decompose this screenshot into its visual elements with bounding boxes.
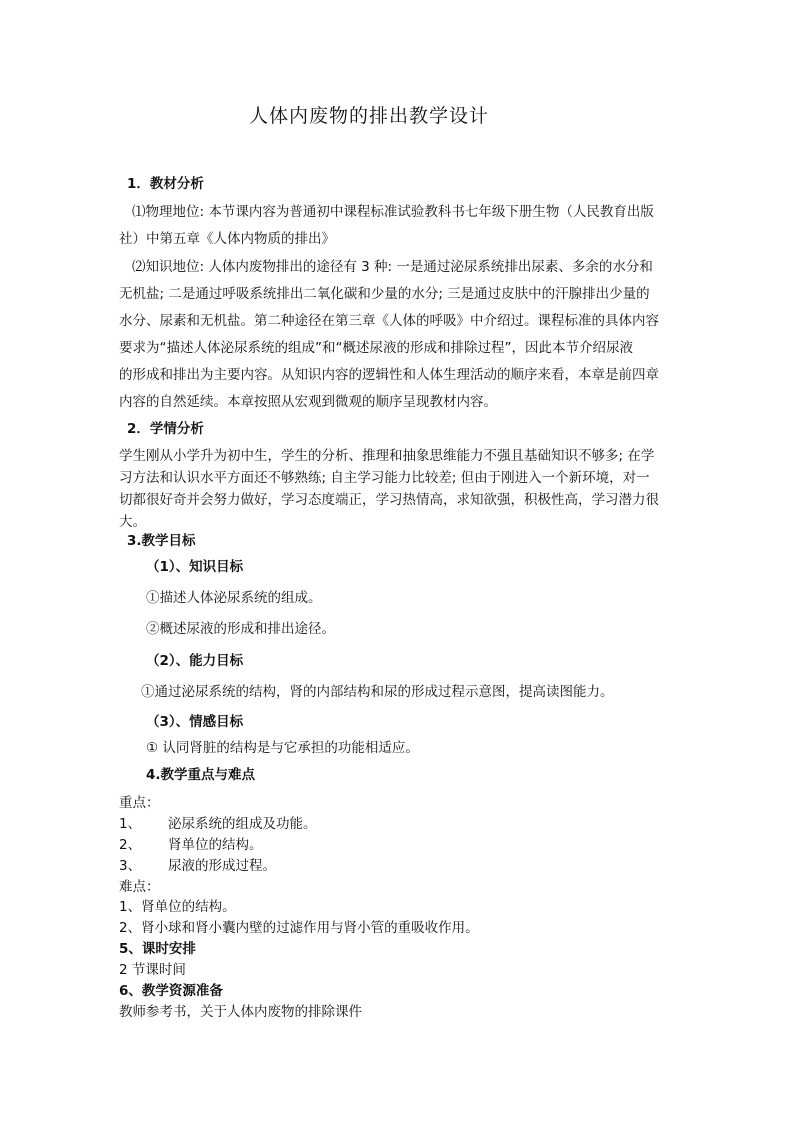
- key-point-number: 2、: [119, 837, 142, 853]
- key-point-text: 尿液的形成过程。: [168, 858, 276, 874]
- difficult-point-2: 2、肾小球和肾小囊内壁的过滤作用与肾小管的重吸收作用。: [119, 920, 479, 936]
- section-6-text: 教师参考书，关于人体内废物的排除课件: [119, 1004, 362, 1020]
- key-point-text: 泌尿系统的组成及功能。: [168, 816, 317, 832]
- knowledge-goal-1: ①描述人体泌尿系统的组成。: [146, 590, 322, 606]
- section-2-line-1: 学生刚从小学升为初中生，学生的分析、推理和抽象思维能力不强且基础知识不够多; 在学: [119, 448, 655, 464]
- section-5-text: 2 节课时间: [119, 962, 186, 978]
- knowledge-goal-heading: （1）、知识目标: [146, 559, 244, 575]
- section-1-para-1-line-2: 社）中第五章《人体内物质的排出》: [119, 231, 335, 247]
- section-2-heading: 2．学情分析: [127, 421, 204, 437]
- ability-goal-1: ①通过泌尿系统的结构，肾的内部结构和尿的形成过程示意图，提高读图能力。: [141, 684, 614, 700]
- section-4-heading: 4.教学重点与难点: [146, 767, 256, 783]
- difficult-point-1: 1、肾单位的结构。: [119, 899, 236, 915]
- section-2-line-4: 大。: [119, 514, 146, 530]
- section-1-para-2-line-3: 水分、尿素和无机盐。第二种途径在第三章《人体的呼吸》中介绍过。课程标准的具体内容: [119, 313, 659, 329]
- key-point-number: 3、: [119, 858, 142, 874]
- section-5-heading: 5、课时安排: [119, 941, 196, 957]
- section-1-para-2-line-2: 无机盐; 二是通过呼吸系统排出二氧化碳和少量的水分; 三是通过皮肤中的汗腺排出少量的: [119, 286, 650, 302]
- ability-goal-heading: （2）、能力目标: [146, 653, 244, 669]
- key-point-number: 1、: [119, 816, 142, 832]
- knowledge-goal-2: ②概述尿液的形成和排出途径。: [146, 621, 335, 637]
- section-2-line-2: 习方法和认识水平方面还不够熟练; 自主学习能力比较差; 但由于刚进入一个新环境，对一: [119, 470, 650, 486]
- emotion-goal-heading: （3）、情感目标: [146, 714, 244, 730]
- key-point-text: 肾单位的结构。: [168, 837, 263, 853]
- section-1-heading: 1．教材分析: [127, 176, 204, 192]
- emotion-goal-1: ① 认同肾脏的结构是与它承担的功能相适应。: [146, 740, 419, 756]
- section-6-heading: 6、教学资源准备: [119, 983, 223, 999]
- section-1-para-2-line-6: 内容的自然延续。本章按照从宏观到微观的顺序呈现教材内容。: [119, 394, 497, 410]
- difficult-points-label: 难点：: [119, 879, 160, 895]
- key-points-label: 重点：: [119, 795, 160, 811]
- section-3-heading: 3.教学目标: [127, 533, 196, 549]
- page-title: 人体内废物的排出教学设计: [249, 105, 490, 127]
- section-1-para-2-line-5: 的形成和排出为主要内容。从知识内容的逻辑性和人体生理活动的顺序来看，本章是前四章: [119, 367, 659, 383]
- section-1-para-2-line-1: ⑵知识地位: 人体内废物排出的途径有 3 种: 一是通过泌尿系统排出尿素、多余的水分和: [132, 259, 653, 275]
- section-2-line-3: 切都很好奇并会努力做好，学习态度端正，学习热情高，求知欲强，积极性高，学习潜力很: [119, 492, 659, 508]
- section-1-para-1-line-1: ⑴物理地位: 本节课内容为普通初中课程标准试验教科书七年级下册生物（人民教育出版: [132, 204, 654, 220]
- section-1-para-2-line-4: 要求为“描述人体泌尿系统的组成”和“概述尿液的形成和排除过程”，因此本节介绍尿液: [119, 340, 633, 356]
